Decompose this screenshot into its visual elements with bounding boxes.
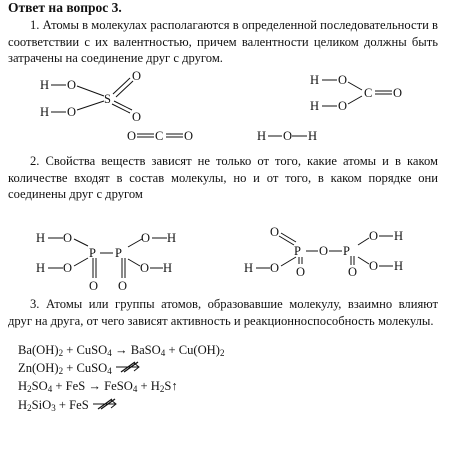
atom-o: O xyxy=(338,99,348,113)
subscript: 2 xyxy=(58,366,64,376)
reactant-1: H xyxy=(18,398,28,412)
subscript: 2 xyxy=(27,403,32,413)
subscript: 3 xyxy=(51,403,56,413)
atom-o: O xyxy=(338,73,348,87)
reaction-arrow: → xyxy=(88,379,101,393)
atom-h: H xyxy=(394,259,404,273)
atom-o: O xyxy=(67,78,77,92)
atom-h: H xyxy=(244,261,254,275)
paragraph-2-text: 2. Свойства веществ зависят не только от того, какие атомы и в каком количестве входят в состав молекулы, но и от того, в каком порядке они соединены друг с другом xyxy=(8,154,438,201)
atom-o: O xyxy=(141,231,151,245)
atom-c: C xyxy=(155,129,164,143)
atom-o: O xyxy=(63,231,73,245)
reactant-2: + CuSO xyxy=(66,361,108,375)
product-2: + H xyxy=(140,379,160,393)
atom-h: H xyxy=(163,261,173,275)
atom-h: H xyxy=(308,129,318,143)
atom-o: O xyxy=(67,105,77,119)
atom-p: P xyxy=(343,244,350,258)
reaction-2 xyxy=(18,360,141,376)
no-reaction-arrow-icon xyxy=(115,361,141,373)
formula-h2co3 xyxy=(322,80,392,106)
atom-o: O xyxy=(296,265,306,279)
product-1: FeSO xyxy=(104,379,133,393)
paragraph-3-text: 3. Атомы или группы атомов, образовавшие молекулу, взаимно влияют друг на друга, от чего зависят активность и реакционноспособность молекулы. xyxy=(8,297,438,328)
atom-o: O xyxy=(127,129,137,143)
atom-o: O xyxy=(132,110,142,124)
atom-o: O xyxy=(319,244,329,258)
atom-o: O xyxy=(393,86,403,100)
subscript: 2 xyxy=(159,384,165,394)
subscript: 4 xyxy=(107,348,112,358)
reactant-1-part: SO xyxy=(31,379,48,393)
reactant-2: + FeS xyxy=(58,398,89,412)
product-2-part: S xyxy=(164,379,172,393)
atom-s: S xyxy=(104,92,111,106)
atom-o: O xyxy=(369,259,379,273)
no-reaction-arrow-icon xyxy=(92,398,118,410)
paragraph-1-text: 1. Атомы в молекулах располагаются в определенной последовательности в соответствии с их валентностью, причем валентности целиком должны быть затрачены на соединение друг с другом. xyxy=(8,18,438,65)
subscript: 2 xyxy=(58,348,64,358)
page-title: Ответ на вопрос 3. xyxy=(8,0,122,15)
atom-o: O xyxy=(118,279,128,293)
reaction-4 xyxy=(18,397,118,413)
atom-o: O xyxy=(283,129,293,143)
subscript: 2 xyxy=(219,348,225,358)
atom-c: C xyxy=(364,86,373,100)
atom-o: O xyxy=(140,261,150,275)
subscript: 4 xyxy=(107,366,112,376)
atom-h: H xyxy=(40,105,50,119)
subscript: 4 xyxy=(47,384,53,394)
atom-h: H xyxy=(167,231,177,245)
atom-h: H xyxy=(310,99,320,113)
atom-p: P xyxy=(115,246,122,260)
reaction-1 xyxy=(18,342,224,358)
subscript: 4 xyxy=(132,384,138,394)
atom-h: H xyxy=(257,129,267,143)
atom-h: H xyxy=(40,78,50,92)
reaction-arrow: → xyxy=(114,343,128,357)
formula-h2so4 xyxy=(51,78,133,113)
reaction-3 xyxy=(18,378,178,394)
reactant-1: H xyxy=(18,379,28,393)
reactant-2: + FeS xyxy=(55,379,86,393)
atom-h: H xyxy=(310,73,320,87)
atom-o: O xyxy=(348,265,358,279)
atom-o: O xyxy=(184,129,194,143)
atom-h: H xyxy=(36,231,46,245)
reactant-1: Zn(OH) xyxy=(18,361,59,375)
atom-h: H xyxy=(36,261,46,275)
atom-h: H xyxy=(394,229,404,243)
gas-arrow-icon: ↑ xyxy=(171,379,178,393)
atom-o: O xyxy=(63,261,73,275)
atom-o: O xyxy=(89,279,99,293)
atom-o: O xyxy=(369,229,379,243)
product-2: + Cu(OH) xyxy=(168,343,220,357)
atom-o: O xyxy=(132,69,142,83)
atom-o: O xyxy=(270,225,280,239)
subscript: 4 xyxy=(160,348,166,358)
product-1: BaSO xyxy=(130,343,161,357)
atom-o: O xyxy=(270,261,280,275)
atom-p: P xyxy=(89,246,96,260)
reactant-2: + CuSO xyxy=(66,343,108,357)
atom-p: P xyxy=(294,244,301,258)
reactant-1-part: SiO xyxy=(31,398,52,412)
subscript: 2 xyxy=(27,384,32,394)
reactant-1: Ba(OH) xyxy=(18,343,59,357)
